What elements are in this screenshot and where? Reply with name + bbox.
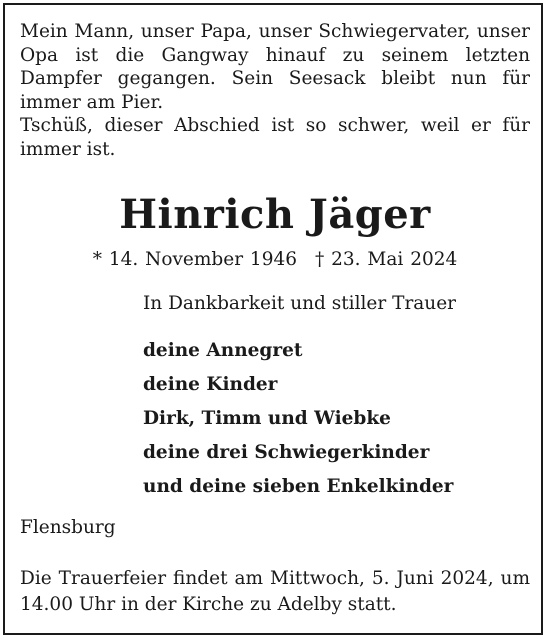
deceased-name: Hinrich Jäger	[119, 191, 431, 238]
intro-paragraph-1: Mein Mann, unser Papa, unser Schwiegervater, unser Opa ist die Gangway hinauf zu seinem letzten Dampfer gegangen. Sein Seesack bleibt nun für immer am Pier.	[20, 21, 530, 113]
intro-text	[20, 20, 530, 161]
death-date: † 23. Mai 2024	[315, 249, 458, 270]
mourner-line: deine Kinder	[143, 374, 278, 395]
funeral-info: Die Trauerfeier findet am Mittwoch, 5. Juni 2024, um 14.00 Uhr in der Kirche zu Adelby statt.	[20, 568, 530, 615]
mourner-line: deine Annegret	[143, 340, 303, 361]
mourner-line: deine drei Schwiegerkinder	[143, 442, 430, 463]
intro-paragraph-2: Tschüß, dieser Abschied ist so schwer, weil er für immer ist.	[20, 115, 530, 160]
birth-date: * 14. November 1946	[92, 249, 297, 270]
mourner-line: und deine sieben Enkelkinder	[143, 476, 454, 497]
mourners-list	[143, 334, 453, 504]
life-dates	[0, 247, 550, 273]
mourning-intro: In Dankbarkeit und stiller Trauer	[143, 293, 457, 314]
place-name: Flensburg	[20, 517, 116, 538]
mourner-line: Dirk, Timm und Wiebke	[143, 408, 391, 429]
